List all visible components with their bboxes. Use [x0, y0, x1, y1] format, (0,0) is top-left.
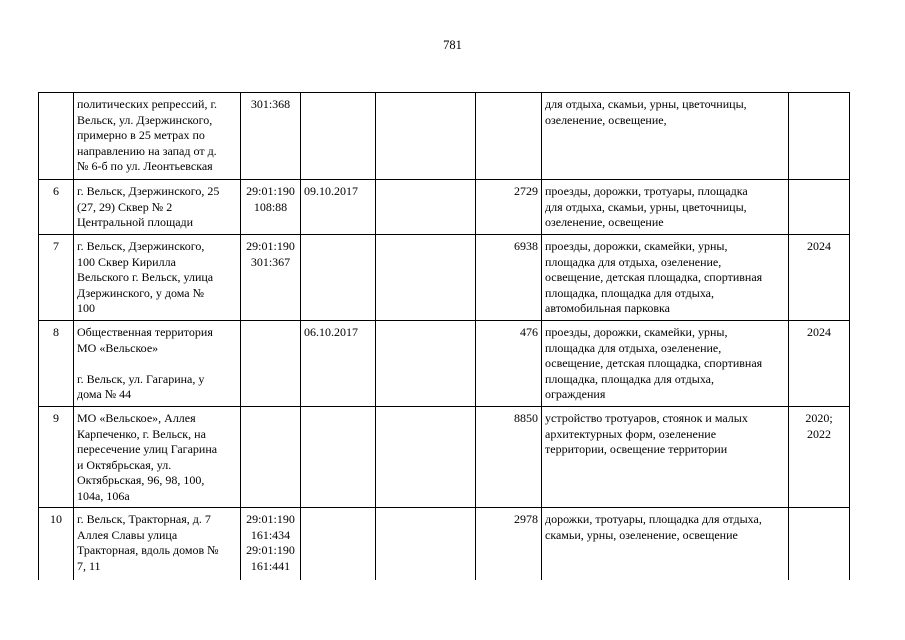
table-row: [39, 508, 850, 580]
year-cell: 2020; 2022: [789, 407, 850, 508]
empty-cell: [376, 235, 476, 321]
works-cell: устройство тротуаров, стоянок и малых архитектурных форм, озеленение территории, освещение территории: [542, 407, 789, 508]
date-cell: 09.10.2017: [301, 180, 376, 235]
works-cell: проезды, дорожки, скамейки, урны, площадка для отдыха, озеленение, освещение, детская площадка, спортивная площадка, площадка для отдыха, автомобильная парковка: [542, 235, 789, 321]
page-number: 781: [443, 38, 462, 52]
date-cell: [301, 93, 376, 180]
empty-cell: [376, 321, 476, 407]
area-cell: [476, 93, 542, 180]
works-cell: проезды, дорожки, скамейки, урны, площадка для отдыха, озеленение, освещение, детская площадка, спортивная площадка, площадка для отдыха, ограждения: [542, 321, 789, 407]
cadastral-number-cell: 29:01:190 161:434 29:01:190 161:441: [241, 508, 301, 580]
table-row: [39, 321, 850, 407]
address-cell: г. Вельск, Дзержинского, 25 (27, 29) Сквер № 2 Центральной площади: [74, 180, 241, 235]
table-row: [39, 180, 850, 235]
date-cell: [301, 235, 376, 321]
row-number-cell: 10: [39, 508, 74, 580]
cadastral-number-cell: [241, 321, 301, 407]
empty-cell: [376, 508, 476, 580]
area-cell: 8850: [476, 407, 542, 508]
address-cell: Общественная территория МО «Вельское» г. Вельск, ул. Гагарина, у дома № 44: [74, 321, 241, 407]
address-cell: МО «Вельское», Аллея Карпеченко, г. Вельск, на пересечение улиц Гагарина и Октябрьская, ул. Октябрьская, 96, 98, 100, 104а, 106а: [74, 407, 241, 508]
date-cell: [301, 407, 376, 508]
row-number-cell: 9: [39, 407, 74, 508]
area-cell: 2978: [476, 508, 542, 580]
works-cell: проезды, дорожки, тротуары, площадка для отдыха, скамьи, урны, цветочницы, озеленение, освещение: [542, 180, 789, 235]
cadastral-number-cell: 29:01:190 301:367: [241, 235, 301, 321]
territory-register-table: [38, 92, 850, 580]
year-cell: 2024: [789, 235, 850, 321]
cadastral-number-cell: 301:368: [241, 93, 301, 180]
table-row: [39, 407, 850, 508]
works-cell: для отдыха, скамьи, урны, цветочницы, озеленение, освещение,: [542, 93, 789, 180]
empty-cell: [376, 93, 476, 180]
year-cell: [789, 93, 850, 180]
area-cell: 476: [476, 321, 542, 407]
row-number-cell: 8: [39, 321, 74, 407]
address-cell: г. Вельск, Дзержинского, 100 Сквер Кирилла Вельского г. Вельск, улица Дзержинского, у дома № 100: [74, 235, 241, 321]
row-number-cell: [39, 93, 74, 180]
address-cell: г. Вельск, Тракторная, д. 7 Аллея Славы улица Тракторная, вдоль домов № 7, 11: [74, 508, 241, 580]
empty-cell: [376, 407, 476, 508]
year-cell: [789, 508, 850, 580]
area-cell: 6938: [476, 235, 542, 321]
cadastral-number-cell: [241, 407, 301, 508]
table-row: [39, 235, 850, 321]
empty-cell: [376, 180, 476, 235]
works-cell: дорожки, тротуары, площадка для отдыха, скамьи, урны, озеленение, освещение: [542, 508, 789, 580]
row-number-cell: 6: [39, 180, 74, 235]
date-cell: [301, 508, 376, 580]
year-cell: 2024: [789, 321, 850, 407]
row-number-cell: 7: [39, 235, 74, 321]
table-row: [39, 93, 850, 180]
area-cell: 2729: [476, 180, 542, 235]
date-cell: 06.10.2017: [301, 321, 376, 407]
address-cell: политических репрессий, г. Вельск, ул. Дзержинского, примерно в 25 метрах по направлению на запад от д. № 6-б по ул. Леонтьевская: [74, 93, 241, 180]
cadastral-number-cell: 29:01:190 108:88: [241, 180, 301, 235]
year-cell: [789, 180, 850, 235]
